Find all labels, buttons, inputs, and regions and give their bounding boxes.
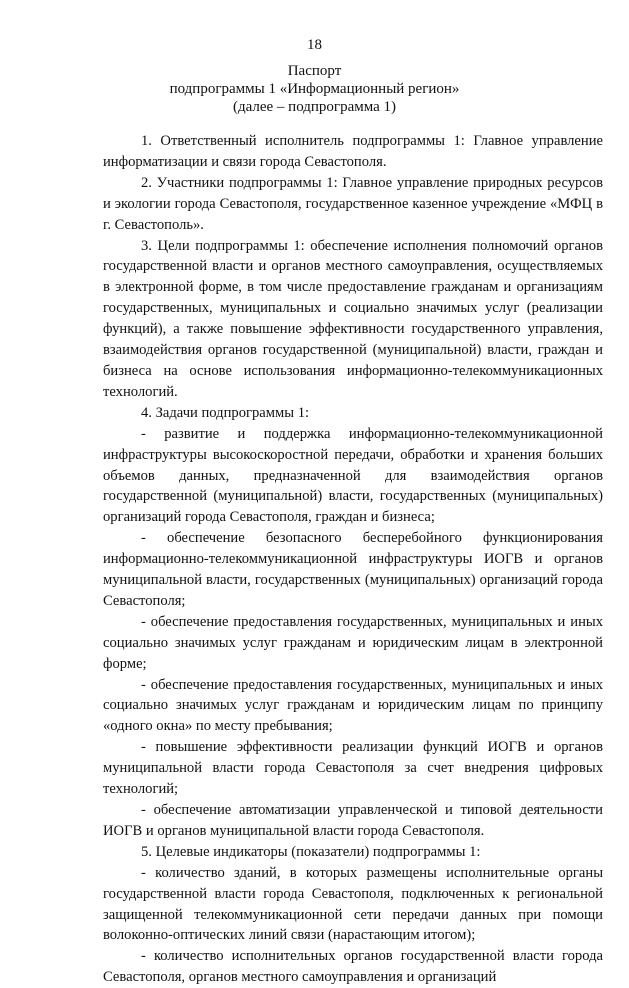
page-number: 18 <box>307 37 322 53</box>
paragraph-goals: 3. Цели подпрограммы 1: обеспечение исполнения полномочий органов государственной власти и органов местного самоуправления, осуществляемых в электронной форме, в том числе предоставление гражданам и организациям государственных, муниципальных и социально значимых услуг (реализации функций), а также повышение эффективности государственного управления, взаимодействия органов государственной (муниципальной) власти, граждан и бизнеса на основе использования информационно-телекоммуникационных технологий. <box>103 237 603 400</box>
paragraph-responsible-executor: 1. Ответственный исполнитель подпрограммы 1: Главное управление информатизации и связи города Севастополя. <box>103 133 603 170</box>
paragraph-tasks-heading: 4. Задачи подпрограммы 1: <box>141 404 310 421</box>
task-item: - повышение эффективности реализации функций ИОГВ и органов муниципальной власти города Севастополя за счет внедрения цифровых технологий; <box>103 739 603 798</box>
task-item: - обеспечение безопасного бесперебойного функционирования информационно-телекоммуникационной инфраструктуры ИОГВ и органов муниципальной власти, государственных (муниципальных) организаций города Севастополя; <box>103 530 603 609</box>
paragraph-participants: 2. Участники подпрограммы 1: Главное управление природных ресурсов и экологии города Севастополя, государственное казенное учреждение «МФЦ в г. Севастополь». <box>103 174 603 233</box>
indicator-item: - количество исполнительных органов государственной власти города Севастополя, органов местного самоуправления и организаций <box>103 948 603 986</box>
task-item: - развитие и поддержка информационно-телекоммуникационной инфраструктуры высокоскоростной передачи, обработки и хранения больших объемов данных, предназначенной для взаимодействия органов государственной (муниципальной) власти, государственных (муниципальных) организаций города Севастополя, граждан и бизнеса; <box>103 425 603 526</box>
task-item: - обеспечение предоставления государственных, муниципальных и иных социально значимых услуг гражданам и юридическим лицам в электронной форме; <box>103 613 603 672</box>
passport-title: Паспорт <box>287 63 342 79</box>
indicator-item: - количество зданий, в которых размещены исполнительные органы государственной власти города Севастополя, подключенных к региональной защищенной телекоммуникационной сети передачи данных при помощи волоконно-оптических линий связи (нарастающим итогом); <box>103 864 603 944</box>
subprogram-title: подпрограммы 1 «Информационный регион» <box>169 81 460 97</box>
document-body <box>103 131 603 988</box>
paragraph-indicators-heading: 5. Целевые индикаторы (показатели) подпрограммы 1: <box>141 843 481 860</box>
subprogram-note: (далее – подпрограмма 1) <box>232 99 397 115</box>
task-item: - обеспечение автоматизации управленческой и типовой деятельности ИОГВ и органов муниципальной власти города Севастополя. <box>103 802 603 839</box>
task-item: - обеспечение предоставления государственных, муниципальных и иных социально значимых услуг гражданам и юридическим лицам по принципу «одного окна» по месту пребывания; <box>103 676 603 735</box>
